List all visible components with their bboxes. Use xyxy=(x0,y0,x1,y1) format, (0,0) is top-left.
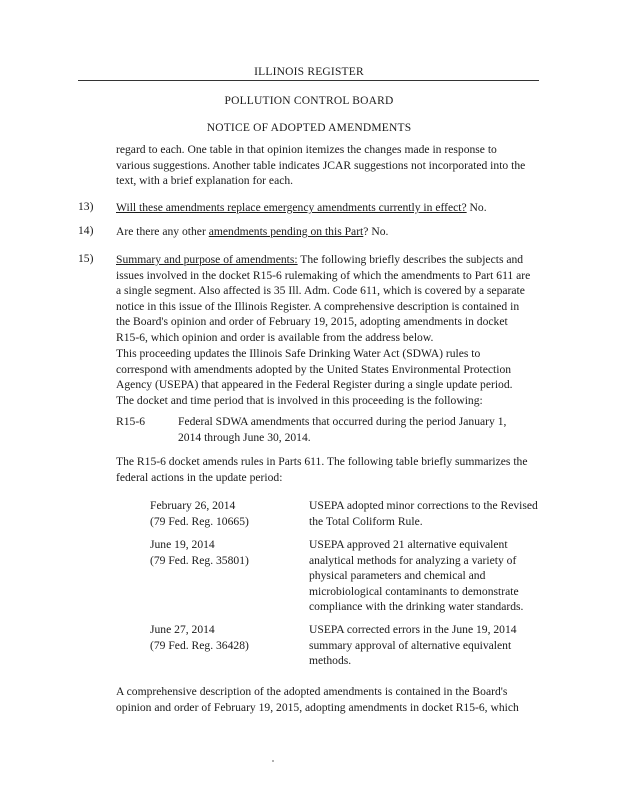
action-3-desc-line-1: USEPA corrected errors in the June 19, 2014 xyxy=(309,623,517,636)
item-14-question-post: ? No. xyxy=(363,225,389,238)
intro-line-1: regard to each. One table in that opinion itemizes the changes made in response to xyxy=(116,143,497,156)
item-14-number: 14) xyxy=(78,224,94,237)
closing-paragraph xyxy=(116,684,556,715)
item-15-label: Summary and purpose of amendments: xyxy=(116,253,298,266)
docket-amends-paragraph xyxy=(116,454,556,485)
closing-line-2: opinion and order of February 19, 2015, adopting amendments in docket R15-6, which xyxy=(116,700,519,714)
item-15-number: 15) xyxy=(78,252,94,265)
closing-line-1: A comprehensive description of the adopted amendments is contained in the Board's xyxy=(116,685,508,698)
docket-description xyxy=(178,414,558,445)
item-13-number: 13) xyxy=(78,200,94,213)
action-3-desc-line-3: methods. xyxy=(309,654,352,668)
proceeding-paragraph xyxy=(116,346,556,408)
intro-paragraph xyxy=(116,142,556,189)
action-1-desc-line-1: USEPA adopted minor corrections to the Revised xyxy=(309,499,538,512)
item-15-line-4: notice in this issue of the Illinois Register. A comprehensive description is contained in xyxy=(116,299,520,313)
item-15-line-2: issues involved in the docket R15-6 rulemaking of which the amendments to Part 611 are xyxy=(116,268,531,282)
notice-title: NOTICE OF ADOPTED AMENDMENTS xyxy=(206,122,412,134)
item-15-text xyxy=(116,252,556,346)
docket-line-2: 2014 through June 30, 2014. xyxy=(178,430,311,444)
proceeding-line-1: This proceeding updates the Illinois Safe Drinking Water Act (SDWA) rules to xyxy=(116,347,481,360)
action-3-description xyxy=(309,622,559,669)
item-14-question-pre: Are there any other xyxy=(116,225,209,238)
action-1-date: February 26, 2014 xyxy=(150,499,236,512)
item-13-answer: No. xyxy=(466,201,487,214)
item-14-text xyxy=(116,224,556,240)
action-2-citation: (79 Fed. Reg. 35801) xyxy=(150,553,249,567)
item-15-line-5: the Board's opinion and order of February 19, 2015, adopting amendments in docket xyxy=(116,315,508,329)
register-title xyxy=(0,66,618,78)
action-2-desc-line-4: microbiological contaminants to demonstrate xyxy=(309,584,519,598)
action-2-desc-line-2: analytical methods for analyzing a variety of xyxy=(309,553,517,567)
docket-amends-line-2: federal actions in the update period: xyxy=(116,470,283,484)
item-15-line-6: R15-6, which opinion and order is available from the address below. xyxy=(116,330,434,344)
item-13-question: Will these amendments replace emergency amendments currently in effect? xyxy=(116,201,467,214)
action-2-description xyxy=(309,537,559,615)
action-2-date-block xyxy=(150,537,290,568)
intro-line-3: text, with a brief explanation for each. xyxy=(116,174,294,188)
action-3-date: June 27, 2014 xyxy=(150,623,215,636)
register-title-text: ILLINOIS REGISTER xyxy=(251,66,367,78)
action-2-desc-line-1: USEPA approved 21 alternative equivalent xyxy=(309,538,508,551)
action-2-date: June 19, 2014 xyxy=(150,538,215,551)
item-15-line-1-rest: The following briefly describes the subjects and xyxy=(297,253,524,266)
header-rule xyxy=(78,80,539,81)
docket-id: R15-6 xyxy=(116,415,145,428)
action-2-desc-line-5: compliance with the drinking water standards. xyxy=(309,600,524,614)
item-15-line-3: a single segment. Also affected is 35 Ill. Adm. Code 611, which is covered by a separate xyxy=(116,284,525,298)
action-1-desc-line-2: the Total Coliform Rule. xyxy=(309,514,423,528)
action-3-date-block xyxy=(150,622,290,653)
action-3-desc-line-2: summary approval of alternative equivalent xyxy=(309,638,512,652)
proceeding-line-4: The docket and time period that is involved in this proceeding is the following: xyxy=(116,393,483,407)
item-14-question-underlined: amendments pending on this Part xyxy=(208,225,364,238)
docket-amends-line-1: The R15-6 docket amends rules in Parts 611. The following table briefly summarizes the xyxy=(116,455,528,468)
scan-speck xyxy=(272,760,274,762)
proceeding-line-2: correspond with amendments adopted by the United States Environmental Protection xyxy=(116,362,512,376)
proceeding-line-3: Agency (USEPA) that appeared in the Federal Register during a single update period. xyxy=(116,378,513,392)
action-2-desc-line-3: physical parameters and chemical and xyxy=(309,569,486,583)
action-3-citation: (79 Fed. Reg. 36428) xyxy=(150,638,249,652)
action-1-date-block xyxy=(150,498,290,529)
item-15-line-1 xyxy=(116,252,556,268)
action-1-citation: (79 Fed. Reg. 10665) xyxy=(150,514,249,528)
board-title: POLLUTION CONTROL BOARD xyxy=(224,95,394,107)
action-1-description xyxy=(309,498,559,529)
intro-line-2: various suggestions. Another table indicates JCAR suggestions not incorporated into the xyxy=(116,158,526,172)
item-13-text xyxy=(116,200,556,216)
docket-line-1: Federal SDWA amendments that occurred during the period January 1, xyxy=(178,415,507,428)
